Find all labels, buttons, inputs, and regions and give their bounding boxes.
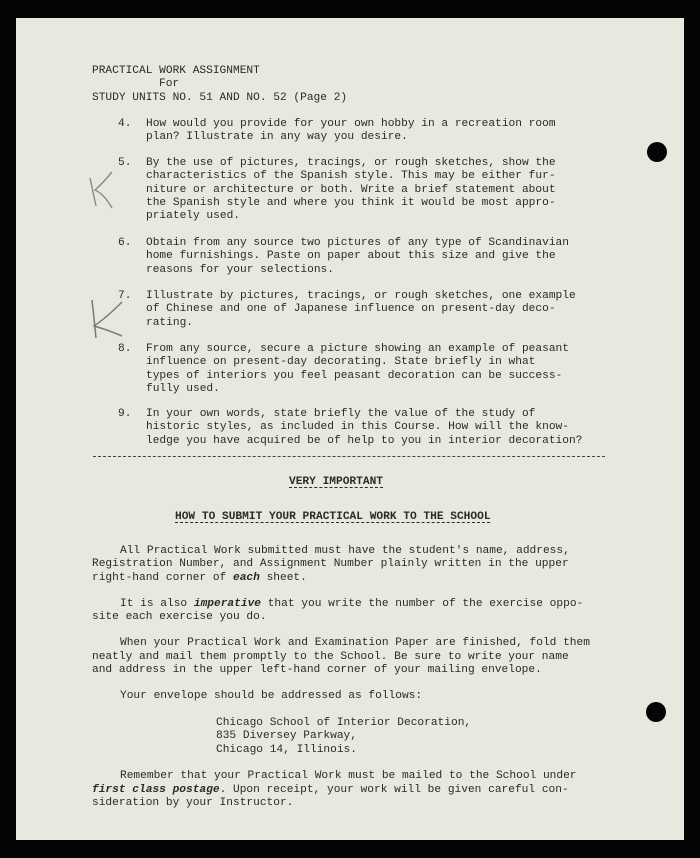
item-line: priately used. <box>146 210 240 222</box>
item-line: influence on present-day decorating. State briefly in what <box>146 356 536 368</box>
address-line: Chicago 14, Illinois. <box>216 744 357 756</box>
address-line: Chicago School of Interior Decoration, <box>216 717 472 729</box>
punch-hole <box>647 142 667 162</box>
how-to-submit-heading: HOW TO SUBMIT YOUR PRACTICAL WORK TO THE SCHOOL <box>175 511 491 523</box>
punch-hole <box>646 702 666 722</box>
paragraph-line: right-hand corner of each sheet. <box>92 572 307 584</box>
paragraph-line: When your Practical Work and Examination Paper are finished, fold them <box>120 637 590 649</box>
item-line: rating. <box>146 317 193 329</box>
paragraph-line: neatly and mail them promptly to the School. Be sure to write your name <box>92 651 569 663</box>
header-units: STUDY UNITS NO. 51 AND NO. 52 (Page 2) <box>92 92 348 104</box>
paragraph-line: first class postage. Upon receipt, your work will be given careful con- <box>92 784 569 796</box>
paragraph-line: Registration Number, and Assignment Number plainly written in the upper <box>92 558 569 570</box>
paragraph-line: It is also imperative that you write the number of the exercise oppo- <box>120 598 584 610</box>
item-line: fully used. <box>146 383 220 395</box>
item-number: 5. <box>118 157 132 169</box>
item-line: home furnishings. Paste on paper about this size and give the <box>146 250 556 262</box>
item-line: How would you provide for your own hobby in a recreation room <box>146 118 556 130</box>
item-line: Illustrate by pictures, tracings, or rough sketches, one example <box>146 290 576 302</box>
item-number: 7. <box>118 290 132 302</box>
item-line: From any source, secure a picture showing an example of peasant <box>146 343 569 355</box>
item-number: 8. <box>118 343 132 355</box>
paragraph-line: site each exercise you do. <box>92 611 267 623</box>
item-line: characteristics of the Spanish style. This may be either fur- <box>146 170 556 182</box>
item-number: 4. <box>118 118 132 130</box>
paragraph-line: Remember that your Practical Work must be mailed to the School under <box>120 770 577 782</box>
dashed-divider <box>93 456 605 457</box>
item-line: the Spanish style and where you think it would be most appro- <box>146 197 556 209</box>
header-for: For <box>159 78 180 90</box>
paragraph-line: and address in the upper left-hand corner of your mailing envelope. <box>92 664 542 676</box>
item-line: niture or architecture or both. Write a brief statement about <box>146 184 556 196</box>
item-line: historic styles, as included in this Course. How will the know- <box>146 421 569 433</box>
item-line: types of interiors you feel peasant decoration can be success- <box>146 370 563 382</box>
paragraph-line: Your envelope should be addressed as follows: <box>120 690 423 702</box>
very-important-heading: VERY IMPORTANT <box>289 476 383 488</box>
pencil-x-mark <box>86 296 128 342</box>
item-line: plan? Illustrate in any way you desire. <box>146 131 408 143</box>
item-number: 9. <box>118 408 132 420</box>
paragraph-line: All Practical Work submitted must have the student's name, address, <box>120 545 570 557</box>
item-line: In your own words, state briefly the value of the study of <box>146 408 536 420</box>
item-number: 6. <box>118 237 132 249</box>
address-line: 835 Diversey Parkway, <box>216 730 357 742</box>
item-line: reasons for your selections. <box>146 264 334 276</box>
item-line: of Chinese and one of Japanese influence on present-day deco- <box>146 303 556 315</box>
item-line: ledge you have acquired be of help to you in interior decoration? <box>146 435 583 447</box>
header-title: PRACTICAL WORK ASSIGNMENT <box>92 65 260 77</box>
pencil-check-mark <box>82 168 122 216</box>
paragraph-line: sideration by your Instructor. <box>92 797 294 809</box>
item-line: Obtain from any source two pictures of any type of Scandinavian <box>146 237 569 249</box>
item-line: By the use of pictures, tracings, or rough sketches, show the <box>146 157 556 169</box>
